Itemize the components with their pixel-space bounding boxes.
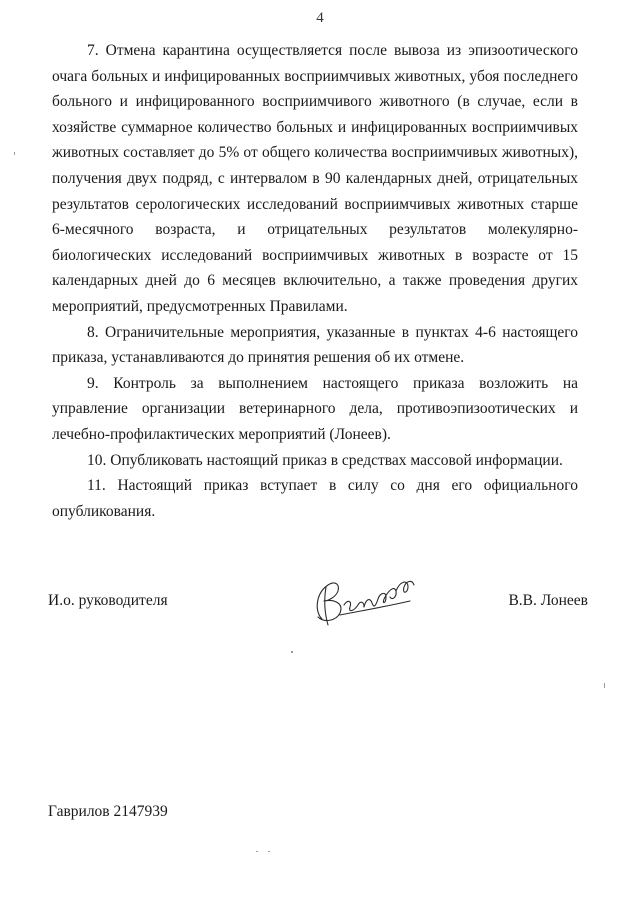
- order-body: [52, 38, 578, 524]
- paragraph-11-entry-into-force: 11. Настоящий приказ вступает в силу со дня его официального опубликования.: [52, 477, 578, 520]
- scan-speck: [291, 651, 293, 653]
- signer-name: В.В. Лонеев: [508, 592, 588, 609]
- scan-speck: [268, 851, 270, 852]
- signature-block: [48, 575, 588, 635]
- paragraph-10-publication: 10. Опубликовать настоящий приказ в средствах массовой информации.: [87, 451, 563, 469]
- paragraph-9-control: 9. Контроль за выполнением настоящего приказа возложить на управление организации ветеринарного дела, противоэпизоотических и лечебно-профилактических мероприятий (Лонеев).: [52, 374, 578, 443]
- handwritten-signature-icon: [304, 571, 424, 631]
- scan-speck: [14, 152, 15, 155]
- paragraph-7-quarantine-lifting: 7. Отмена карантина осуществляется после вывоза из эпизоотического очага больных и инфицированных восприимчивых животных, убоя последнего больного и инфицированного восприимчивого животного (в случае, если в хозяйстве суммарное количество больных и инфицированных восприимчивых животных составляет до 5% от общего количества восприимчивых животных), получения двух подряд, с интервалом в 90 календарных дней, отрицательных результатов серологических исследований восприимчивых животных старше 6-месячного возраста, и отрицательных результатов молекулярно-биологических исследований восприимчивых животных в возрасте от 15 календарных дней до 6 месяцев включительно, а также проведения других мероприятий, предусмотренных Правилами.: [52, 42, 578, 315]
- paragraph-8-restrictions: 8. Ограничительные мероприятия, указанные в пунктах 4-6 настоящего приказа, устанавливаются до принятия решения об их отмене.: [52, 323, 578, 367]
- scan-speck: [604, 683, 605, 688]
- signer-title: И.о. руководителя: [48, 592, 168, 609]
- scan-speck: [256, 851, 258, 852]
- page-number: 4: [316, 10, 324, 26]
- executor-line: Гаврилов 2147939: [48, 803, 168, 820]
